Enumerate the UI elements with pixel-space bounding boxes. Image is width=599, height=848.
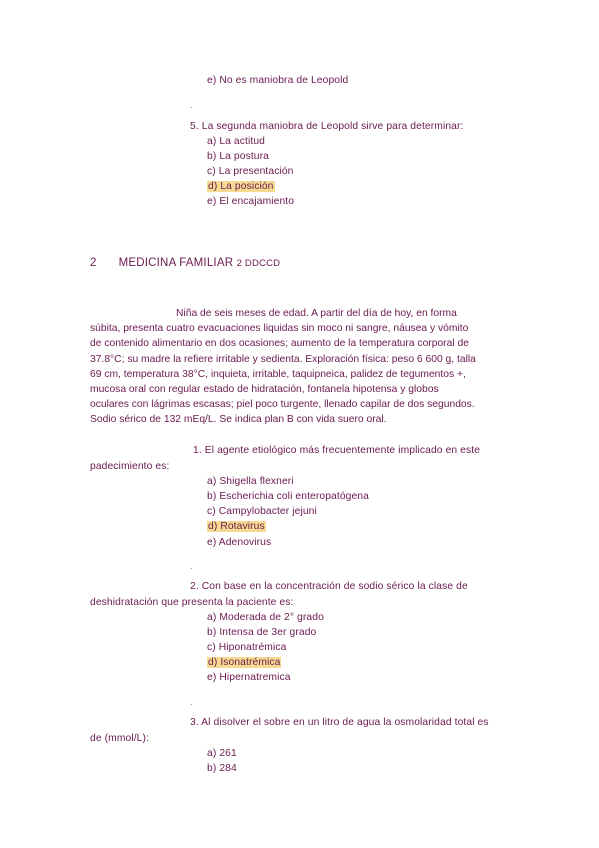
q1-option-b: b) Escherichia coli enteropatógena: [207, 491, 369, 502]
q2-option-b: b) Intensa de 3er grado: [207, 627, 317, 638]
question-2-stem: 2. Con base en la concentración de sodio sérico la clase de: [190, 581, 468, 592]
q2-option-d-wrap: [207, 656, 281, 669]
case-line: oculares con lágrimas escasas; piel poco turgente, llenado capilar de dos segundos.: [90, 399, 475, 411]
q5-option-c: c) La presentación: [207, 166, 294, 177]
section-subtitle: 2 DDCCD: [236, 258, 281, 269]
case-line: mucosa oral con regular estado de hidratación, fontanela hipotensa y globos: [90, 384, 439, 396]
case-line: 69 cm, temperatura 38°C, inquieta, irritable, taquipneica, palidez de tegumentos +,: [90, 368, 466, 380]
q5-option-e: e) El encajamiento: [207, 196, 295, 207]
separator-dot: .: [190, 100, 193, 110]
q2-option-d-highlighted: d) Isonatrémica: [208, 657, 281, 668]
question-3-stem: 3. Al disolver el sobre en un litro de agua la osmolaridad total es: [190, 717, 489, 728]
question-5-stem: 5. La segunda maniobra de Leopold sirve para determinar:: [190, 121, 464, 132]
question-2-stem-cont: deshidratación que presenta la paciente es:: [90, 597, 294, 608]
case-line: Sodio sérico de 132 mEq/L. Se indica plan B con vida suero oral.: [90, 414, 387, 426]
q3-option-b: b) 284: [207, 763, 237, 774]
section-heading: [90, 257, 280, 269]
q1-option-a: a) Shigella flexneri: [207, 476, 294, 487]
case-line: 37.8°C; su madre la refiere irritable y sedienta. Exploración física: peso 6 600 g, talla: [90, 353, 476, 365]
separator-dot: .: [190, 697, 193, 707]
separator-dot: .: [190, 561, 193, 571]
q5-option-d-highlighted: d) La posición: [208, 181, 274, 192]
q5-option-a: a) La actitud: [207, 136, 265, 147]
q1-option-c: c) Campylobacter jejuni: [207, 506, 317, 517]
case-line: Niña de seis meses de edad. A partir del día de hoy, en forma: [176, 308, 457, 319]
case-line: de contenido alimentario en dos ocasiones; aumento de la temperatura corporal de: [90, 338, 469, 350]
q5-option-b: b) La postura: [207, 151, 269, 162]
question-3-stem-cont: de (mmol/L):: [90, 733, 149, 744]
q2-option-c: c) Hiponatrémica: [207, 642, 287, 653]
q1-option-d-highlighted: d) Rotavirus: [208, 521, 265, 532]
q2-option-e: e) Hipernatremica: [207, 672, 291, 683]
option-e-leopold: e) No es maniobra de Leopold: [207, 75, 349, 86]
case-paragraph: [90, 306, 510, 428]
q5-option-d-wrap: [207, 180, 275, 193]
question-1-stem: 1. El agente etiológico más frecuentemente implicado en este: [193, 445, 481, 456]
q3-option-a: a) 261: [207, 748, 237, 759]
q1-option-e: e) Adenovirus: [207, 537, 272, 548]
question-1-stem-cont: padecimiento es:: [90, 461, 170, 472]
case-line: súbita, presenta cuatro evacuaciones liquidas sin moco ni sangre, náusea y vómito: [90, 323, 469, 335]
section-title: MEDICINA FAMILIAR: [118, 257, 234, 269]
q1-option-d-wrap: [207, 520, 266, 533]
q2-option-a: a) Moderada de 2° grado: [207, 612, 324, 623]
section-number: 2: [90, 257, 97, 269]
